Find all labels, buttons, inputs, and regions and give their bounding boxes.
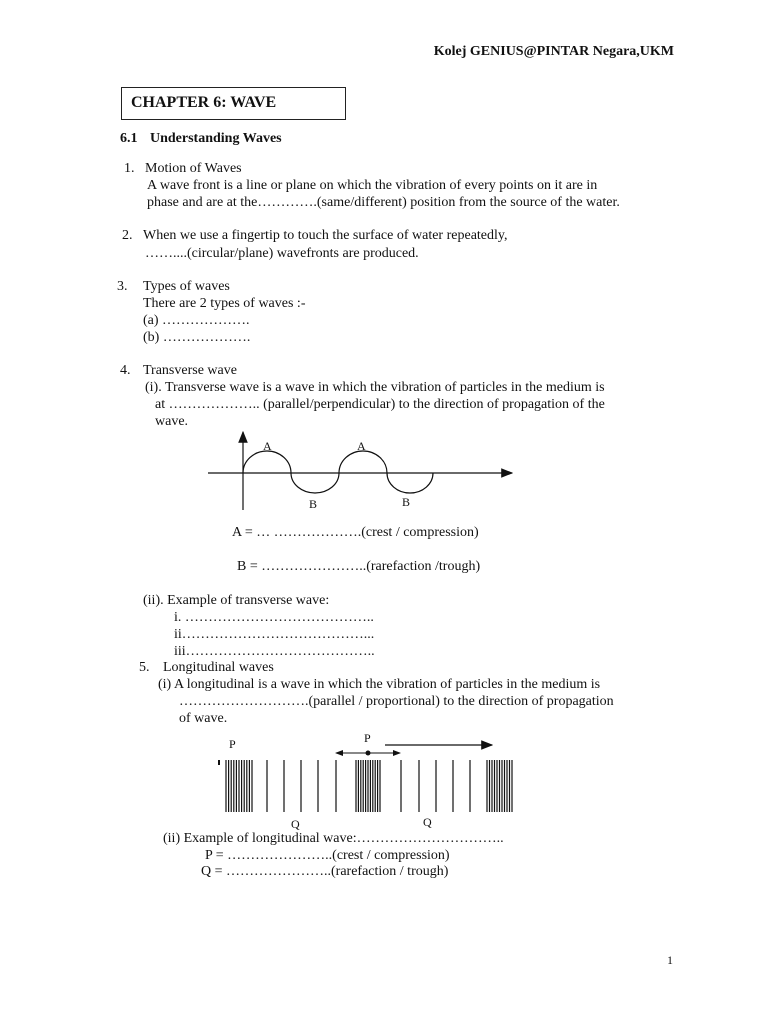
item1-title: Motion of Waves — [145, 161, 242, 176]
longitudinal-def-p: P = …………………..(crest / compression) — [205, 848, 450, 863]
page-number: 1 — [667, 953, 673, 967]
trough-label-2: B — [402, 495, 411, 509]
rarefaction-label-2: Q — [423, 815, 432, 829]
longitudinal-def-q: Q = …………………..(rarefaction / trough) — [201, 864, 449, 879]
compression-label-2: P — [364, 731, 371, 745]
item5-title: Longitudinal waves — [163, 660, 274, 675]
item5-line3: of wave. — [179, 711, 228, 726]
section-title: Understanding Waves — [150, 131, 282, 146]
item2-line2: ……....(circular/plane) wavefronts are produced. — [145, 246, 419, 261]
crest-label-2: A — [357, 439, 366, 453]
transverse-def-b: B = …………………..(rarefaction /trough) — [237, 559, 481, 574]
item1-line2: phase and are at the………….(same/different) position from the source of the water. — [147, 195, 620, 210]
item5-number: 5. — [139, 660, 150, 675]
item3-number: 3. — [117, 279, 128, 294]
longitudinal-example: (ii) Example of longitudinal wave:………………………….. — [163, 831, 504, 846]
start-marker — [218, 760, 220, 765]
item5-line2: ……………………….(parallel / proportional) to the direction of propagation — [179, 694, 614, 709]
transverse-def-a: A = … ……………….(crest / compression) — [232, 525, 479, 540]
transverse-example-ii: ii…………………………………... — [174, 627, 375, 642]
item4-line3: wave. — [155, 414, 189, 429]
item4-line2: at ……………….. (parallel/perpendicular) to the direction of propagation of the — [155, 397, 605, 412]
item2-line1: When we use a fingertip to touch the surface of water repeatedly, — [143, 228, 508, 243]
chapter-title: CHAPTER 6: WAVE — [131, 94, 277, 111]
item1-number: 1. — [124, 161, 135, 176]
transverse-example-iii: iii………………………………….. — [174, 644, 375, 659]
header-institution: Kolej GENIUS@PINTAR Negara,UKM — [433, 44, 674, 59]
transverse-example-i: i. ………………………………….. — [174, 610, 374, 625]
item4-title: Transverse wave — [143, 363, 237, 378]
item3-option-b: (b) ………………. — [143, 330, 251, 345]
item4-line1: (i). Transverse wave is a wave in which the vibration of particles in the medium is — [145, 380, 605, 395]
longitudinal-lines — [226, 760, 512, 812]
trough-label-1: B — [309, 497, 318, 511]
section-number: 6.1 — [120, 131, 138, 146]
rarefaction-label-1: Q — [291, 817, 300, 831]
particle-dot — [366, 751, 371, 756]
crest-label-1: A — [263, 439, 272, 453]
item2-number: 2. — [122, 228, 133, 243]
item3-line1: There are 2 types of waves :- — [143, 296, 306, 311]
item3-option-a: (a) ………………. — [143, 313, 250, 328]
item1-line1: A wave front is a line or plane on which the vibration of every points on it are in — [147, 178, 598, 193]
item3-title: Types of waves — [143, 279, 230, 294]
item4-number: 4. — [120, 363, 131, 378]
item5-line1: (i) A longitudinal is a wave in which the vibration of particles in the medium is — [158, 677, 601, 692]
compression-label-1: P — [229, 737, 236, 751]
transverse-example-title: (ii). Example of transverse wave: — [143, 593, 330, 608]
